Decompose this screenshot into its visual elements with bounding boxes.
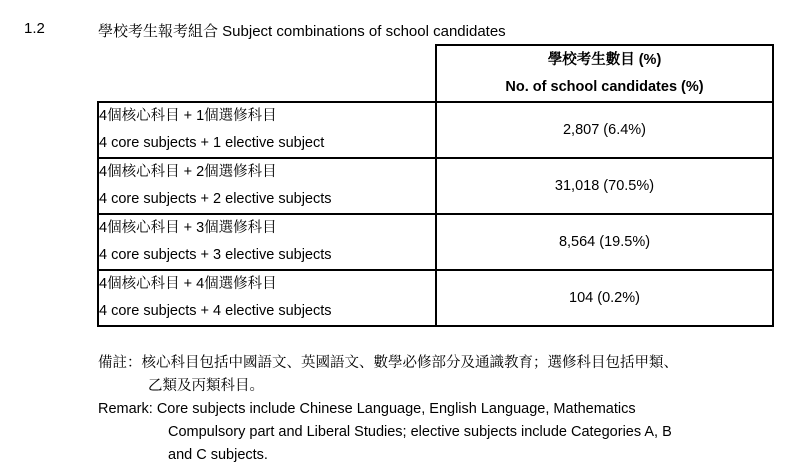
header-zh: 學校考生數目 (%)	[547, 51, 662, 68]
row-label-zh: 4個核心科目 + 4個選修科目	[99, 276, 277, 292]
header-en: No. of school candidates (%)	[505, 78, 704, 95]
section-number: 1.2	[24, 20, 45, 37]
row-label-en: 4 core subjects + 2 elective subjects	[99, 191, 332, 207]
row-label-cell	[98, 214, 436, 270]
section-title: 學校考生報考組合 Subject combinations of school candidates	[98, 23, 506, 40]
table-row	[98, 158, 773, 214]
row-label-en: 4 core subjects + 3 elective subjects	[99, 247, 332, 263]
table-header-row	[98, 45, 773, 102]
row-value: 8,564 (19.5%)	[436, 214, 773, 270]
row-label-cell	[98, 270, 436, 326]
remark-en-line-2: Compulsory part and Liberal Studies; elective subjects include Categories A, B	[168, 424, 672, 440]
row-label-en: 4 core subjects + 4 elective subjects	[99, 303, 332, 319]
row-value: 31,018 (70.5%)	[436, 158, 773, 214]
row-value: 104 (0.2%)	[436, 270, 773, 326]
row-label-zh: 4個核心科目 + 3個選修科目	[99, 220, 277, 236]
row-label-zh: 4個核心科目 + 1個選修科目	[99, 108, 277, 124]
row-label-cell	[98, 102, 436, 158]
header-cell	[436, 45, 773, 102]
row-value: 2,807 (6.4%)	[436, 102, 773, 158]
table-row	[98, 214, 773, 270]
row-label-cell	[98, 158, 436, 214]
remark-en-line-1: Remark: Core subjects include Chinese Language, English Language, Mathematics	[98, 401, 636, 417]
table-row	[98, 270, 773, 326]
remark-zh-line-2: 乙類及丙類科目。	[148, 378, 264, 394]
candidates-table	[97, 44, 774, 327]
remark-en-line-3: and C subjects.	[168, 447, 268, 463]
row-label-en: 4 core subjects + 1 elective subject	[99, 135, 325, 151]
remark-block	[98, 352, 768, 467]
blank-header-cell	[98, 45, 436, 102]
table-row	[98, 102, 773, 158]
remark-zh-line-1: 備註：核心科目包括中國語文、英國語文、數學必修部分及通識教育；選修科目包括甲類、	[98, 355, 678, 371]
row-label-zh: 4個核心科目 + 2個選修科目	[99, 164, 277, 180]
